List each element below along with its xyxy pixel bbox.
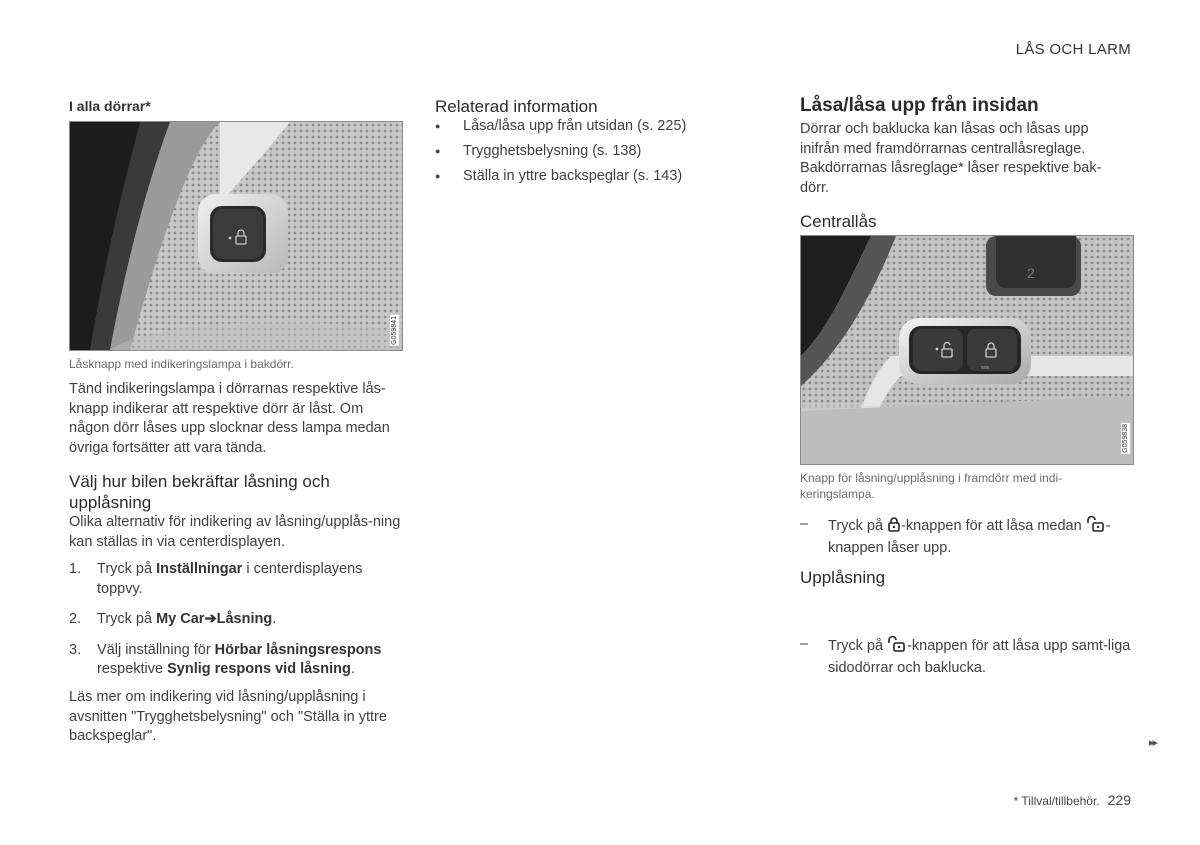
inside-lock-description: Dörrar och baklucka kan låsas och låsas upp inifrån med framdörrarnas centrallåsreglage. Bakdörrarnas låsreglage* låser respektive bak-dörr. bbox=[800, 121, 1102, 196]
arrow-right-icon: ➔ bbox=[204, 611, 217, 627]
svg-text:2: 2 bbox=[1027, 265, 1035, 281]
image-caption: Låsknapp med indikeringslampa i bakdörr. bbox=[69, 357, 294, 371]
unlocking-instruction: – Tryck på -knappen för att låsa upp samt-liga sidodörrar och baklucka. bbox=[800, 636, 1131, 676]
step-1: 1. Tryck på Inställningar i centerdisplayens toppvy. bbox=[69, 561, 363, 597]
related-link-approach-light[interactable]: ● Trygghetsbelysning (s. 138) bbox=[435, 139, 755, 164]
step-3: 3. Välj inställning för Hörbar låsningsrespons respektive Synlig respons vid låsning. bbox=[69, 641, 382, 677]
settings-menu-label: Inställningar bbox=[156, 561, 243, 577]
continue-arrows-icon: ▸▸ bbox=[1149, 737, 1157, 749]
confirm-lock-heading: Välj hur bilen bekräftar låsning och upplåsning bbox=[69, 472, 330, 512]
lock-icon bbox=[887, 517, 901, 539]
indicator-description: Tänd indikeringslampa i dörrarnas respektive lås-knapp indikerar att respektive dörr är låst. Om någon dörr låses upp slocknar dess lampa medan övriga fortsätter att vara tända. bbox=[69, 381, 390, 456]
audible-response-label: Hörbar låsningsrespons bbox=[214, 641, 382, 658]
inside-lock-heading: Låsa/låsa upp från insidan bbox=[800, 95, 1039, 116]
image-code: G059838 bbox=[1122, 424, 1129, 453]
chapter-header: LÅS OCH LARM bbox=[1015, 41, 1131, 58]
central-lock-heading: Centrallås bbox=[800, 212, 877, 231]
read-more-text: Läs mer om indikering vid låsning/upplåsning i avsnitten "Trygghetsbelysning" och "Ställa in yttre backspeglar". bbox=[69, 689, 387, 744]
optional-footnote: * Tillval/tillbehör. bbox=[1013, 794, 1100, 808]
settings-steps bbox=[69, 560, 401, 691]
related-link-mirrors[interactable]: ● Ställa in yttre backspeglar (s. 143) bbox=[435, 164, 755, 189]
locking-menu-label: Låsning bbox=[216, 611, 273, 627]
unlock-icon bbox=[887, 635, 907, 659]
unlock-icon bbox=[1086, 515, 1106, 539]
image-code: G059841 bbox=[391, 316, 398, 345]
rear-door-lock-photo bbox=[69, 121, 403, 351]
mycar-menu-label: My Car bbox=[156, 611, 205, 627]
confirm-lock-intro: Olika alternativ för indikering av låsning/upplås-ning kan ställas in via centerdisplayen. bbox=[69, 514, 401, 550]
related-link-outside-lock[interactable]: ● Låsa/låsa upp från utsidan (s. 225) bbox=[435, 114, 755, 139]
related-info-heading: Relaterad information bbox=[435, 97, 598, 116]
page-number: 229 bbox=[1107, 792, 1131, 808]
unlocking-heading: Upplåsning bbox=[800, 568, 886, 587]
visible-response-label: Synlig respons vid låsning bbox=[167, 661, 351, 677]
image-caption: Knapp för låsning/upplåsning i framdörr med indi-keringslampa. bbox=[800, 471, 1063, 501]
section-heading-all-doors: I alla dörrar* bbox=[69, 98, 151, 114]
related-info-list bbox=[435, 114, 755, 189]
front-door-lock-photo bbox=[800, 235, 1134, 465]
step-2: 2. Tryck på My Car➔Låsning. bbox=[69, 611, 277, 627]
central-lock-instruction: – Tryck på -knappen för att låsa medan -knappen låser upp. bbox=[800, 516, 1111, 556]
page-footer bbox=[1014, 792, 1131, 808]
